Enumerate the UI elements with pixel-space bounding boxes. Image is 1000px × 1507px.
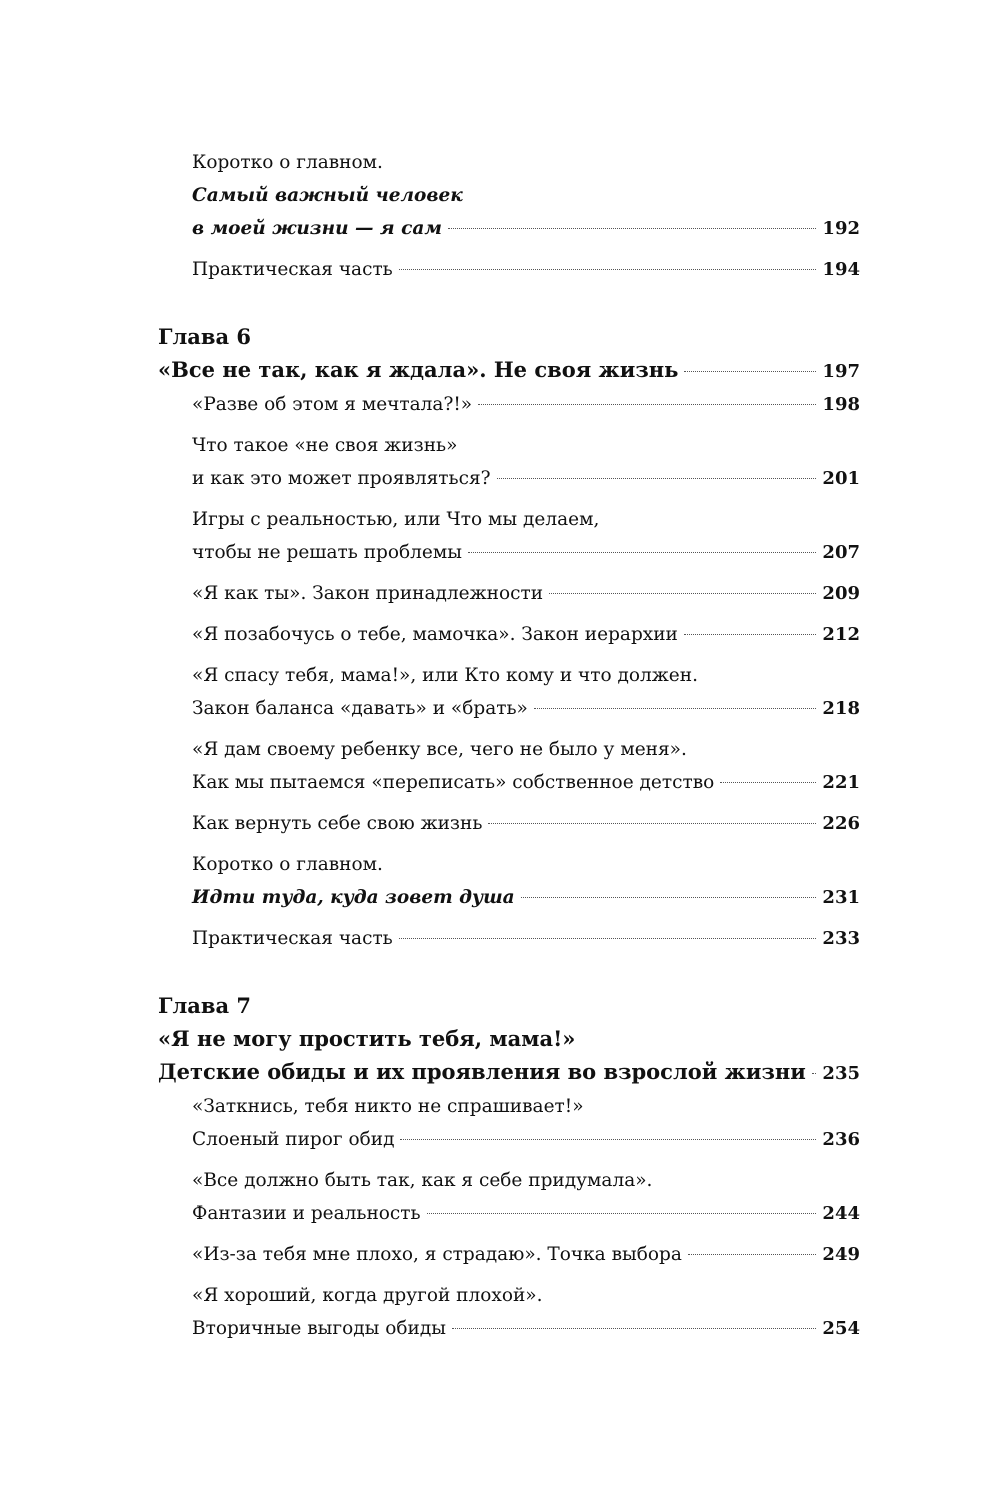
page-number: 235 xyxy=(822,1063,860,1084)
dot-leader xyxy=(448,228,817,229)
entry-title: «Разве об этом я мечтала?!» xyxy=(192,394,473,415)
toc-entry[interactable] xyxy=(192,733,860,799)
entry-line: Фантазии и реальность xyxy=(192,1203,421,1224)
entry-line: Коротко о главном. xyxy=(192,152,383,173)
toc-entry[interactable] xyxy=(192,503,860,569)
page-number: 212 xyxy=(822,624,860,645)
entry-line: «Я хороший, когда другой плохой». xyxy=(192,1285,543,1306)
page-number: 197 xyxy=(822,361,860,382)
page-number: 192 xyxy=(822,218,860,239)
dot-leader xyxy=(720,782,816,783)
page-number: 231 xyxy=(822,887,860,908)
chapter-title-text: «Все не так, как я ждала». Не своя жизнь xyxy=(158,357,679,382)
page-number: 207 xyxy=(822,542,860,563)
entry-line: «Я спасу тебя, мама!», или Кто кому и что должен. xyxy=(192,665,698,686)
page-number: 249 xyxy=(822,1244,860,1265)
toc-entry[interactable] xyxy=(192,807,860,840)
page-number: 218 xyxy=(822,698,860,719)
dot-leader xyxy=(478,404,816,405)
entry-line: чтобы не решать проблемы xyxy=(192,542,462,563)
chapter-6-title[interactable] xyxy=(158,353,860,388)
chapter-title-text: «Я не могу простить тебя, мама!» xyxy=(158,1026,576,1051)
toc-entry[interactable] xyxy=(192,1238,860,1271)
chapter-7-label: Глава 7 xyxy=(158,993,252,1018)
entry-title: Практическая часть xyxy=(192,928,393,949)
entry-line: Как мы пытаемся «переписать» собственное детство xyxy=(192,772,715,793)
page-number: 236 xyxy=(822,1129,860,1150)
page-number: 254 xyxy=(822,1318,860,1339)
entry-title: «Я как ты». Закон принадлежности xyxy=(192,583,544,604)
dot-leader xyxy=(684,634,817,635)
toc-entry[interactable] xyxy=(192,659,860,725)
page-number: 221 xyxy=(822,772,860,793)
entry-line: Слоеный пирог обид xyxy=(192,1129,395,1150)
toc-entry[interactable] xyxy=(192,618,860,651)
entry-line: Самый важный человек xyxy=(192,185,463,206)
toc-entry-practice[interactable] xyxy=(192,253,860,286)
entry-title: «Я позабочусь о тебе, мамочка». Закон иерархии xyxy=(192,624,678,645)
dot-leader xyxy=(549,593,816,594)
entry-line: Коротко о главном. xyxy=(192,854,383,875)
page-number: 201 xyxy=(822,468,860,489)
entry-line: Идти туда, куда зовет душа xyxy=(192,887,515,908)
entry-line: Игры с реальностью, или Что мы делаем, xyxy=(192,509,600,530)
chapter-7-title[interactable] xyxy=(158,1022,860,1090)
dot-leader xyxy=(497,478,817,479)
dot-leader xyxy=(534,708,817,709)
chapter-title-text: Детские обиды и их проявления во взрослой жизни xyxy=(158,1059,806,1084)
dot-leader xyxy=(399,938,817,939)
entry-line: Закон баланса «давать» и «брать» xyxy=(192,698,528,719)
toc-entry[interactable] xyxy=(192,429,860,495)
toc-entry[interactable] xyxy=(192,577,860,610)
entry-line: Что такое «не своя жизнь» xyxy=(192,435,458,456)
entry-title: Как вернуть себе свою жизнь xyxy=(192,813,483,834)
toc-entry-summary[interactable] xyxy=(192,146,860,245)
dot-leader xyxy=(521,897,817,898)
page-number: 209 xyxy=(822,583,860,604)
entry-line: и как это может проявляться? xyxy=(192,468,491,489)
page-number: 244 xyxy=(822,1203,860,1224)
toc-entry[interactable] xyxy=(192,1164,860,1230)
entry-line: «Я дам своему ребенку все, чего не было у меня». xyxy=(192,739,687,760)
toc-entry[interactable] xyxy=(192,388,860,421)
entry-line: «Все должно быть так, как я себе придумала». xyxy=(192,1170,653,1191)
page-number: 233 xyxy=(822,928,860,949)
page-number: 198 xyxy=(822,394,860,415)
dot-leader xyxy=(812,1073,817,1074)
toc-entry[interactable] xyxy=(192,1279,860,1345)
page-number: 226 xyxy=(822,813,860,834)
dot-leader xyxy=(400,1139,816,1140)
table-of-contents xyxy=(158,146,860,1345)
dot-leader xyxy=(452,1328,816,1329)
dot-leader xyxy=(468,552,816,553)
dot-leader xyxy=(399,269,817,270)
entry-line: «Заткнись, тебя никто не спрашивает!» xyxy=(192,1096,584,1117)
dot-leader xyxy=(688,1254,817,1255)
entry-line: Вторичные выгоды обиды xyxy=(192,1318,446,1339)
toc-entry-summary[interactable] xyxy=(192,848,860,914)
toc-entry-practice[interactable] xyxy=(192,922,860,955)
dot-leader xyxy=(427,1213,817,1214)
dot-leader xyxy=(684,371,816,372)
dot-leader xyxy=(488,823,816,824)
toc-entry[interactable] xyxy=(192,1090,860,1156)
entry-line: в моей жизни — я сам xyxy=(192,218,442,239)
chapter-6-label: Глава 6 xyxy=(158,324,252,349)
entry-title: Практическая часть xyxy=(192,259,393,280)
entry-title: «Из-за тебя мне плохо, я страдаю». Точка выбора xyxy=(192,1244,682,1265)
page-number: 194 xyxy=(822,259,860,280)
